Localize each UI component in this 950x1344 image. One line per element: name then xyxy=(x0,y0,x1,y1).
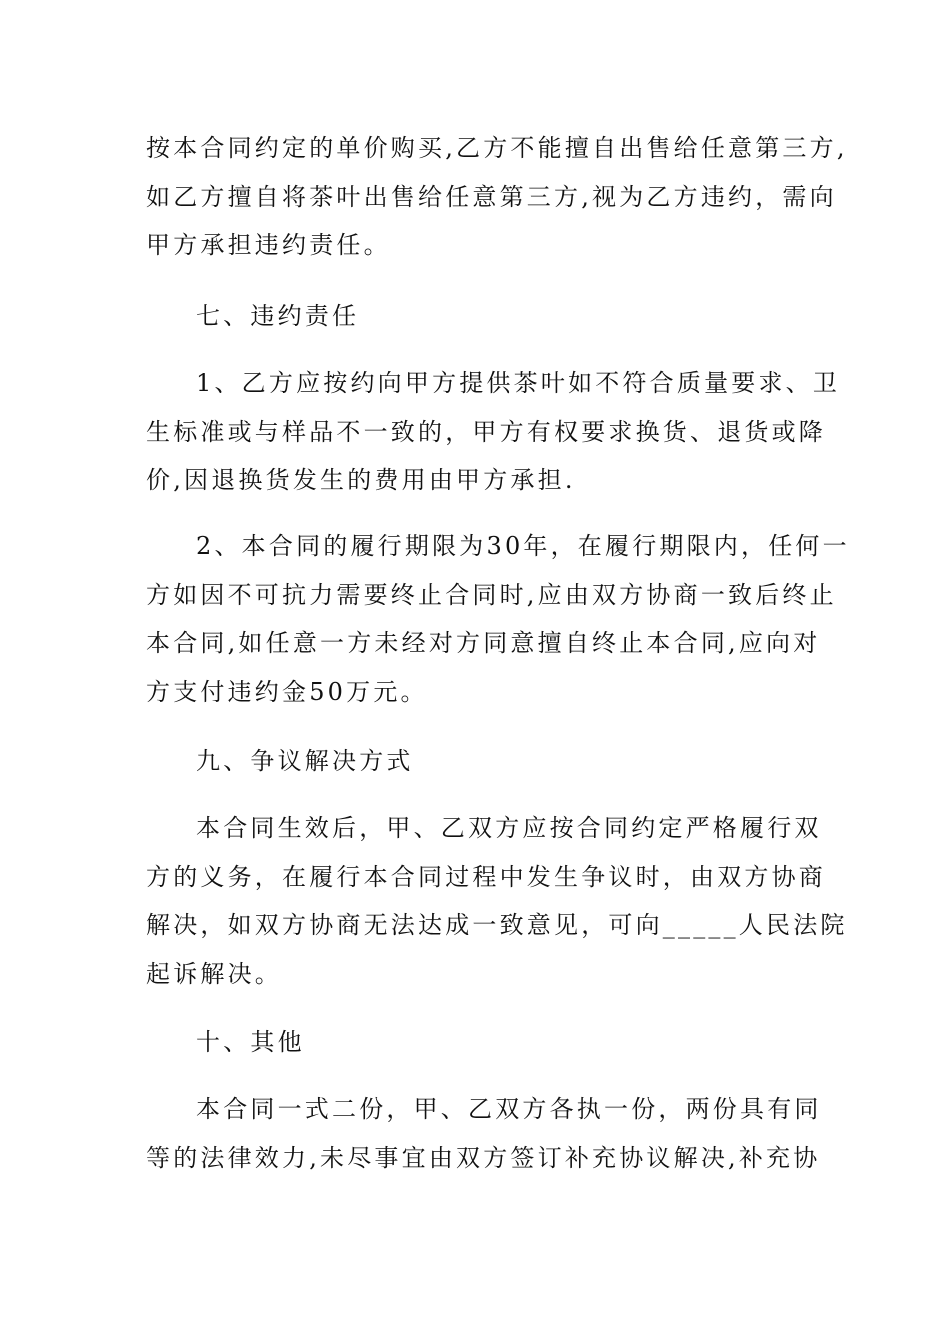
text-line: 价,因退换货发生的费用由甲方承担. xyxy=(146,466,576,494)
paragraph-10 xyxy=(146,1085,822,1182)
paragraph-7-2 xyxy=(146,522,850,716)
paragraph-9 xyxy=(146,804,848,998)
section-heading-9: 九、争议解决方式 xyxy=(196,747,414,775)
text-line: 如乙方擅自将茶叶出售给任意第三方,视为乙方违约，需向 xyxy=(146,182,837,211)
text-line: 方支付违约金50万元。 xyxy=(146,677,428,706)
text-line: 本合同一式二份，甲、乙双方各执一份，两份具有同 xyxy=(196,1095,822,1123)
text-line: 1、乙方应按约向甲方提供茶叶如不符合质量要求、卫 xyxy=(196,369,841,397)
text-line: 按本合同约定的单价购买,乙方不能擅自出售给任意第三方, xyxy=(146,134,848,162)
section-heading-7: 七、违约责任 xyxy=(196,302,360,330)
paragraph-intro xyxy=(146,124,848,270)
section-heading-10: 十、其他 xyxy=(196,1028,305,1056)
text-line: 本合同,如任意一方未经对方同意擅自终止本合同,应向对 xyxy=(146,629,821,657)
text-line: 方的义务，在履行本合同过程中发生争议时，由双方协商 xyxy=(146,862,826,891)
paragraph-7-1 xyxy=(146,359,841,505)
text-line: 起诉解决。 xyxy=(146,959,282,988)
text-line: 甲方承担违约责任。 xyxy=(146,231,391,259)
text-line: 解决，如双方协商无法达成一致意见，可向_____人民法院 xyxy=(146,911,848,939)
text-line: 方如因不可抗力需要终止合同时,应由双方协商一致后终止 xyxy=(146,580,837,609)
text-line: 2、本合同的履行期限为30年，在履行期限内，任何一 xyxy=(196,532,850,560)
text-line: 生标准或与样品不一致的，甲方有权要求换货、退货或降 xyxy=(146,417,826,446)
text-line: 等的法律效力,未尽事宜由双方签订补充协议解决,补充协 xyxy=(146,1143,821,1172)
text-line: 本合同生效后，甲、乙双方应按合同约定严格履行双 xyxy=(196,814,822,842)
